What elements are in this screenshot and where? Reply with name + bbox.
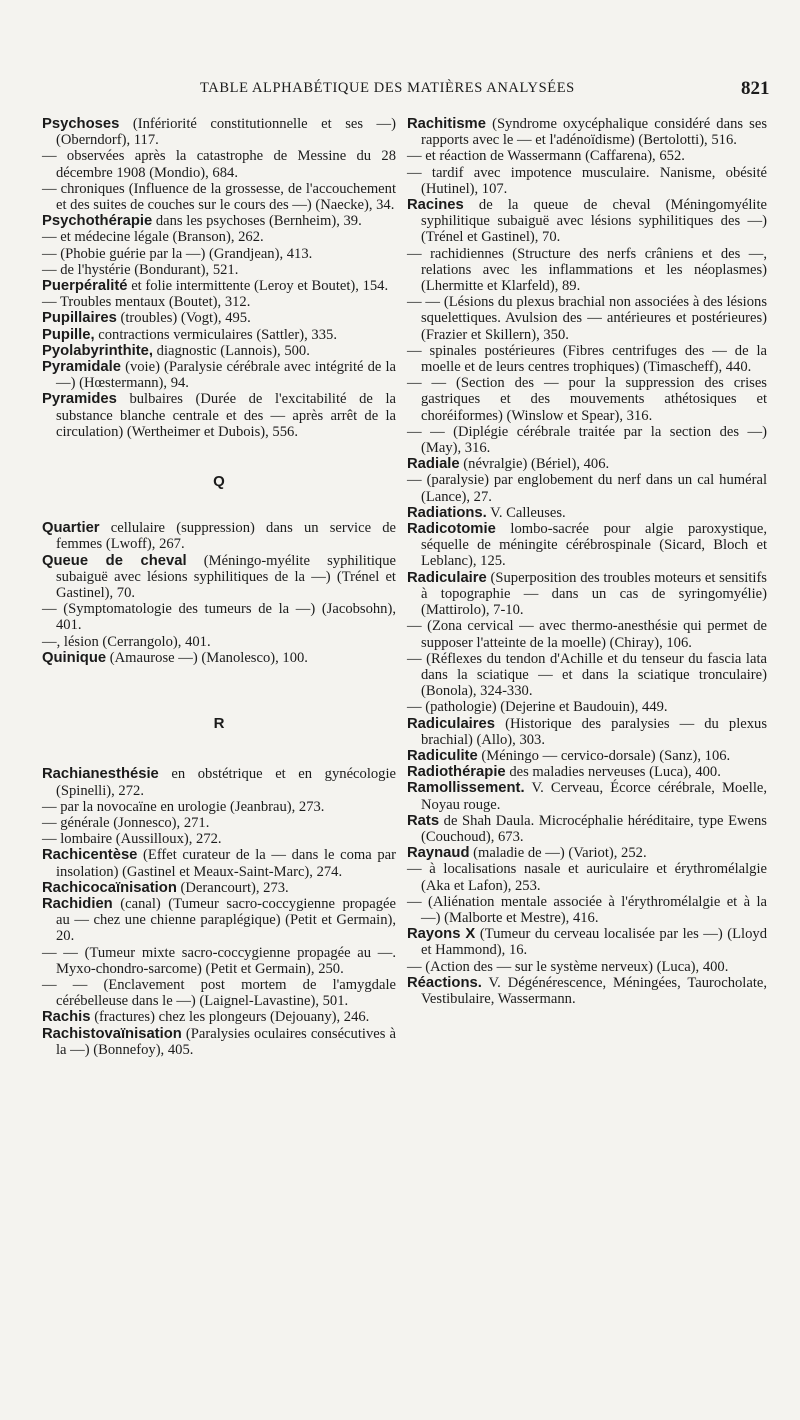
entry-text: diagnostic (Lannois), 500.	[156, 342, 310, 359]
entry-text: (Effet curateur de la — dans le coma par insolation) (Gastinel et Meaux-Saint-Marc), 274.	[56, 847, 396, 880]
index-entry	[407, 343, 767, 375]
index-entry	[42, 815, 396, 831]
entry-text: (troubles) (Vogt), 495.	[120, 310, 251, 327]
index-entry	[407, 764, 767, 780]
index-entry	[407, 813, 767, 845]
entry-text: — (Réflexes du tendon d'Achille et du tenseur du fascia lata dans la sciatique — et dans la sciatique tronculaire) (Bonola), 324-330.	[407, 650, 767, 700]
index-entry	[42, 148, 396, 180]
entry-text: — (paralysie) par englobement du nerf dans un cal huméral (Lance), 27.	[407, 472, 767, 505]
entry-heading: Radicotomie	[407, 521, 496, 538]
index-entry	[42, 278, 396, 294]
entry-heading: Quinique	[42, 649, 107, 666]
index-entry	[42, 945, 396, 977]
index-entry	[407, 699, 767, 715]
page-header	[0, 78, 800, 102]
index-entry	[42, 553, 396, 602]
entry-heading: Psychoses	[42, 116, 120, 132]
entry-text: — lombaire (Aussilloux), 272.	[42, 831, 222, 848]
entry-text: (voie) (Paralysie cérébrale avec intégrité de la —) (Hœstermann), 94.	[56, 359, 396, 392]
index-entry	[42, 977, 396, 1009]
entry-text: — — (Diplégie cérébrale traitée par la section des —) (May), 316.	[407, 423, 767, 457]
index-entry	[407, 116, 767, 148]
index-entry	[407, 294, 767, 343]
entry-heading: Raynaud	[407, 845, 470, 862]
entry-text: — Troubles mentaux (Boutet), 312.	[42, 294, 251, 311]
entry-text: (Syndrome oxycéphalique considéré dans ses rapports avec le — et l'adénoïdisme) (Bertolotti), 516.	[421, 116, 767, 149]
entry-text: V. Calleuses.	[490, 504, 566, 521]
entry-text: (Derancourt), 273.	[180, 879, 289, 896]
entry-text: V. Cerveau, Écorce cérébrale, Moelle, Noyau rouge.	[421, 780, 768, 813]
entry-text: (Méningo-myélite syphilitique subaiguë avec lésions syphilitiques de la —) (Trénel et Gastinel), 70.	[56, 552, 397, 602]
entry-text: V. Dégénérescence, Méningées, Taurocholate, Vestibulaire, Wassermann.	[421, 974, 767, 1007]
index-entry	[42, 634, 396, 650]
entry-text: (névralgie) (Bériel), 406.	[463, 456, 610, 473]
index-entry	[407, 197, 767, 246]
index-entry	[42, 896, 396, 945]
entry-text: — chroniques (Influence de la grossesse, de l'accouchement et des suites de couches sur le cours des —) (Naecke), 34.	[42, 180, 396, 214]
entry-text: — (Zona cervical — avec thermo-anesthésie qui permet de supposer l'atteinte de la moelle) (Chiray), 106.	[407, 618, 767, 651]
entry-text: — de l'hystérie (Bondurant), 521.	[42, 261, 239, 278]
section-letter-q: Q	[213, 473, 225, 491]
entry-text: — à localisations nasale et auriculaire et érythromélalgie (Aka et Lafon), 253.	[407, 861, 767, 894]
page-title: TABLE ALPHABÉTIQUE DES MATIÈRES ANALYSÉES	[200, 80, 575, 96]
entry-heading: Rachis	[42, 1009, 91, 1026]
page-number: 821	[741, 78, 770, 99]
entry-text: (maladie de —) (Variot), 252.	[473, 845, 647, 862]
entry-text: de Shah Daula. Microcéphalie héréditaire, type Ewens (Couchoud), 673.	[421, 812, 767, 845]
index-entry	[407, 246, 767, 295]
index-entry	[407, 148, 767, 164]
entry-text: — — (Lésions du plexus brachial non associées à des lésions squelettiques. Avulsion des — antérieures et postérieures) (Frazier et Skillern), 350.	[407, 294, 767, 343]
entry-heading: Psychothérapie	[42, 213, 153, 230]
entry-heading: Pupille,	[42, 326, 95, 343]
index-entry	[407, 375, 767, 424]
entry-text: (Tumeur du cerveau localisée par les —) (Lloyd et Hammond), 16.	[421, 926, 767, 959]
entry-heading: Rats	[407, 812, 440, 829]
index-entry	[407, 505, 767, 521]
index-entry	[407, 618, 767, 650]
entry-heading: Racines	[407, 197, 464, 214]
entry-heading: Radiothérapie	[407, 764, 506, 781]
entry-heading: Radiations.	[407, 504, 487, 521]
index-entry	[42, 391, 396, 440]
entry-text: (fractures) chez les plongeurs (Dejouany), 246.	[94, 1009, 370, 1026]
entry-text: des maladies nerveuses (Luca), 400.	[509, 764, 721, 781]
right-column	[407, 116, 767, 1007]
index-entry	[42, 880, 396, 896]
entry-text: contractions vermiculaires (Sattler), 335.	[98, 326, 337, 343]
entry-text: bulbaires (Durée de l'excitabilité de la substance blanche centrale et des — après arrêt de la circulation) (Wertheimer et Dubois), 556.	[56, 391, 396, 440]
entry-text: de la queue de cheval (Méningomyélite syphilitique subaiguë avec lésions syphilitiques des —) (Trénel et Gastinel), 70.	[421, 197, 767, 246]
entry-text: cellulaire (suppression) dans un service de femmes (Lwoff), 267.	[56, 520, 396, 553]
index-entry	[407, 472, 767, 504]
index-entry	[407, 716, 767, 748]
entry-text: —, lésion (Cerrangolo), 401.	[42, 633, 211, 650]
entry-text: — par la novocaïne en urologie (Jeanbrau), 273.	[42, 798, 325, 815]
entry-text: — — (Enclavement post mortem de l'amygdale cérébelleuse dans le —) (Laignel-Lavastine), 501.	[42, 976, 396, 1010]
entry-heading: Radiculite	[407, 747, 478, 764]
entry-heading: Pupillaires	[42, 310, 117, 327]
index-entry	[42, 310, 396, 326]
index-entry	[407, 959, 767, 975]
index-entry	[407, 424, 767, 456]
entry-heading: Rachidien	[42, 895, 113, 912]
index-entry	[42, 262, 396, 278]
entry-text: — tardif avec impotence musculaire. Nanisme, obésité (Hutinel), 107.	[407, 164, 767, 197]
index-entry	[42, 847, 396, 879]
entry-heading: Ramollissement.	[407, 780, 525, 797]
index-entry	[407, 975, 767, 1007]
entry-heading: Radiale	[407, 456, 460, 473]
entry-heading: Rachianesthésie	[42, 766, 159, 783]
index-entry	[407, 780, 767, 812]
entry-text: — rachidiennes (Structure des nerfs crâniens et des —, relations avec les inflammations et les néoplasmes) (Lhermitte et Klarfeld), 89.	[407, 245, 767, 295]
index-entry	[42, 246, 396, 262]
entry-text: — (Symptomatologie des tumeurs de la —) (Jacobsohn), 401.	[42, 601, 396, 634]
entry-heading: Puerpéralité	[42, 278, 128, 295]
index-entry	[42, 799, 396, 815]
index-entry	[407, 165, 767, 197]
entry-text: dans les psychoses (Bernheim), 39.	[155, 213, 362, 230]
entry-text: (Historique des paralysies — du plexus brachial) (Allo), 303.	[421, 715, 767, 748]
entry-text: — — (Tumeur mixte sacro-coccygienne propagée au —. Myxo-chondro-sarcome) (Petit et Germain), 250.	[42, 944, 396, 977]
index-entry	[407, 894, 767, 926]
index-entry	[42, 359, 396, 391]
entry-text: — (Aliénation mentale associée à l'érythromélalgie et à la —) (Malborte et Mestre), 416.	[407, 893, 767, 926]
entry-text: et folie intermittente (Leroy et Boutet), 154.	[131, 278, 389, 295]
entry-text: — et réaction de Wassermann (Caffarena), 652.	[407, 148, 685, 165]
entry-text: — et médecine légale (Branson), 262.	[42, 229, 264, 246]
index-entry	[407, 651, 767, 700]
index-entry	[407, 748, 767, 764]
index-entry	[407, 861, 767, 893]
entry-heading: Réactions.	[407, 974, 482, 991]
entry-heading: Radiculaire	[407, 569, 487, 586]
index-entry	[42, 1009, 396, 1025]
entry-text: (canal) (Tumeur sacro-coccygienne propagée au — chez une chienne paraplégique) (Petit et Germain), 20.	[56, 895, 396, 945]
index-entry	[407, 570, 767, 619]
entry-heading: Rayons X	[407, 926, 476, 943]
index-entry	[42, 343, 396, 359]
entry-text: (Paralysies oculaires consécutives à la —) (Bonnefoy), 405.	[56, 1025, 396, 1058]
entry-text: — observées après la catastrophe de Messine du 28 décembre 1908 (Mondio), 684.	[42, 148, 396, 181]
index-entry	[42, 327, 396, 343]
entry-text: — (Phobie guérie par la —) (Grandjean), 413.	[42, 245, 313, 262]
entry-text: — (Action des — sur le système nerveux) (Luca), 400.	[407, 958, 729, 975]
entry-heading: Rachitisme	[407, 116, 486, 132]
entry-text: en obstétrique et en gynécologie (Spinelli), 272.	[56, 766, 396, 799]
index-entry	[42, 181, 396, 213]
index-entry	[407, 456, 767, 472]
entry-text: — générale (Jonnesco), 271.	[42, 814, 210, 831]
left-column	[42, 116, 396, 1058]
entry-heading: Rachistovaïnisation	[42, 1025, 182, 1042]
index-entry	[407, 926, 767, 958]
entry-text: (Méningo — cervico-dorsale) (Sanz), 106.	[481, 747, 731, 764]
entry-heading: Radiculaires	[407, 715, 496, 732]
entry-heading: Pyolabyrinthite,	[42, 342, 153, 359]
entry-text: (Amaurose —) (Manolesco), 100.	[109, 649, 308, 666]
entry-text: — (pathologie) (Dejerine et Baudouin), 449.	[407, 699, 668, 716]
index-entry	[42, 1026, 396, 1058]
index-entry	[42, 650, 396, 666]
index-entry	[42, 294, 396, 310]
section-letter-r: R	[213, 715, 225, 733]
index-entry	[42, 520, 396, 552]
entry-heading: Rachicentèse	[42, 847, 138, 864]
index-entry	[407, 521, 767, 570]
index-entry	[42, 831, 396, 847]
index-entry	[42, 116, 396, 148]
index-entry	[42, 213, 396, 229]
entry-text: lombo-sacrée pour algie paroxystique, séquelle de méningite cérébrospinale (Sicard, Bloch et Leblanc), 125.	[421, 521, 767, 570]
entry-heading: Rachicocaïnisation	[42, 879, 177, 896]
entry-text: — spinales postérieures (Fibres centrifuges des — de la moelle et de leurs centres trophiques) (Timascheff), 440.	[407, 342, 767, 376]
entry-heading: Pyramides	[42, 391, 117, 408]
index-entry	[407, 845, 767, 861]
index-entry	[42, 766, 396, 798]
entry-heading: Queue de cheval	[42, 552, 187, 569]
entry-heading: Pyramidale	[42, 359, 121, 376]
entry-text: — — (Section des — pour la suppression des crises gastriques et des mouvements athétosiques et choréiformes) (Winslow et Spear), 316.	[407, 375, 767, 424]
entry-heading: Quartier	[42, 520, 100, 537]
index-entry	[42, 601, 396, 633]
index-entry	[42, 229, 396, 245]
entry-text: (Superposition des troubles moteurs et sensitifs à topographie — dans un cas de syringomyélie) (Mattirolo), 7-10.	[421, 569, 767, 619]
entry-text: (Infériorité constitutionnelle et ses —) (Oberndorf), 117.	[56, 116, 396, 149]
